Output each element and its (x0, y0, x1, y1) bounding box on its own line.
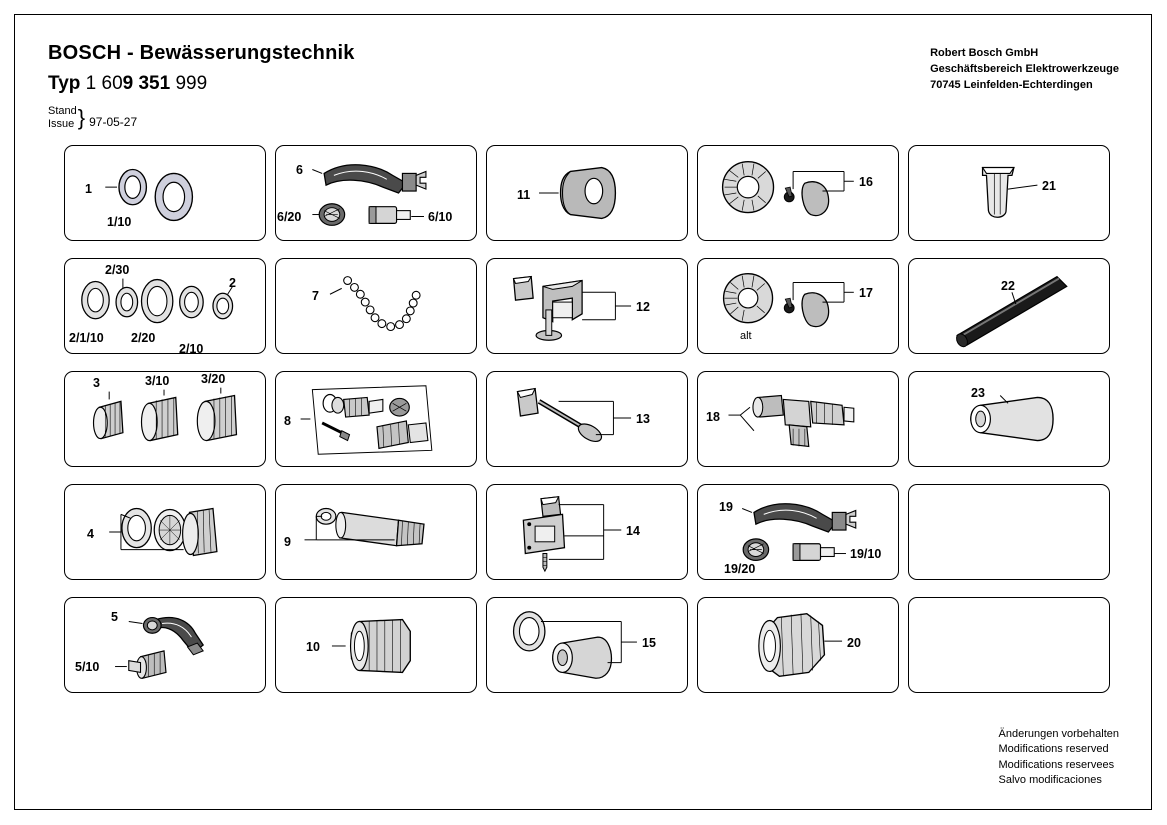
part-label-2-30: 2/30 (105, 263, 130, 277)
part-label-22: 22 (1001, 279, 1015, 293)
footer-line-1: Änderungen vorbehalten (998, 727, 1119, 740)
part-label-17: 17 (859, 286, 873, 300)
footer-line-4: Salvo modificaciones (998, 774, 1102, 787)
part-cell-13[interactable] (486, 371, 688, 467)
page-title: BOSCH - Bewässerungstechnik (48, 42, 355, 64)
issue-date: 97-05-27 (89, 115, 138, 130)
part-cell-3[interactable] (64, 371, 266, 467)
part-label-23: 23 (971, 386, 985, 400)
part-label-3: 3 (93, 376, 100, 390)
part-label-20: 20 (847, 636, 861, 650)
part-label-6-20: 6/20 (277, 210, 302, 224)
part-label-12: 12 (636, 300, 650, 314)
part-label-3-20: 3/20 (201, 372, 226, 386)
parts-grid (64, 145, 1110, 718)
part-cell-empty-1[interactable] (908, 484, 1110, 580)
type-line (48, 73, 355, 95)
part-cell-9[interactable] (275, 484, 477, 580)
footer-note (999, 727, 1119, 789)
part-cell-18[interactable] (697, 371, 899, 467)
company-line-2: Geschäftsbereich Elektrowerkzeuge (930, 62, 1119, 75)
part-label-8: 8 (284, 414, 291, 428)
part-cell-7[interactable] (275, 258, 477, 354)
part-cell-19[interactable] (697, 484, 899, 580)
part-label-5-10: 5/10 (75, 660, 100, 674)
part-cell-4[interactable] (64, 484, 266, 580)
part-cell-1[interactable] (64, 145, 266, 241)
part-label-alt: alt (740, 330, 752, 342)
part-label-2-10: 2/10 (179, 342, 204, 356)
part-label-1-10: 1/10 (107, 215, 132, 229)
part-label-10: 10 (306, 640, 320, 654)
part-label-19-10: 19/10 (850, 547, 882, 561)
part-label-2: 2 (229, 276, 236, 290)
part-cell-5[interactable] (64, 597, 266, 693)
part-label-4: 4 (87, 527, 94, 541)
part-cell-2[interactable] (64, 258, 266, 354)
company-line-3: 70745 Leinfelden-Echterdingen (930, 78, 1093, 91)
type-number-3: 999 (175, 73, 208, 94)
footer-line-3: Modifications reservees (998, 758, 1115, 771)
part-cell-17[interactable] (697, 258, 899, 354)
stand-label: Stand (48, 105, 77, 117)
part-label-19-20: 19/20 (724, 562, 756, 576)
part-cell-12[interactable] (486, 258, 688, 354)
part-label-2-1-10: 2/1/10 (69, 331, 104, 345)
type-label: Typ (48, 73, 81, 94)
company-line-1: Robert Bosch GmbH (930, 47, 1039, 59)
part-label-21: 21 (1042, 179, 1056, 193)
part-label-1: 1 (85, 182, 92, 196)
part-cell-23[interactable] (908, 371, 1110, 467)
type-number-1: 1 60 (85, 73, 123, 94)
part-label-16: 16 (859, 175, 873, 189)
issue-label: Issue (48, 117, 75, 130)
part-cell-11[interactable] (486, 145, 688, 241)
part-cell-22[interactable] (908, 258, 1110, 354)
part-label-15: 15 (642, 636, 656, 650)
part-cell-10[interactable] (275, 597, 477, 693)
part-cell-15[interactable] (486, 597, 688, 693)
part-label-14: 14 (626, 524, 640, 538)
part-label-5: 5 (111, 610, 118, 624)
part-label-11: 11 (517, 188, 531, 202)
part-cell-21[interactable] (908, 145, 1110, 241)
part-cell-6[interactable] (275, 145, 477, 241)
part-cell-20[interactable] (697, 597, 899, 693)
part-label-6: 6 (296, 163, 303, 177)
part-label-3-10: 3/10 (145, 374, 170, 388)
part-label-9: 9 (284, 535, 291, 549)
footer-line-2: Modifications reserved (998, 743, 1109, 756)
part-cell-16[interactable] (697, 145, 899, 241)
part-label-19: 19 (719, 500, 733, 514)
type-number-2: 9 351 (122, 73, 171, 94)
company-address (930, 46, 1119, 94)
issue-block (48, 105, 355, 130)
part-label-2-20: 2/20 (131, 331, 156, 345)
title-block (48, 42, 355, 130)
part-label-6-10: 6/10 (428, 210, 453, 224)
part-label-7: 7 (312, 289, 319, 303)
brace-glyph: } (77, 104, 86, 130)
part-label-13: 13 (636, 412, 650, 426)
part-label-18: 18 (706, 410, 720, 424)
part-cell-14[interactable] (486, 484, 688, 580)
part-cell-8[interactable] (275, 371, 477, 467)
part-cell-empty-2[interactable] (908, 597, 1110, 693)
